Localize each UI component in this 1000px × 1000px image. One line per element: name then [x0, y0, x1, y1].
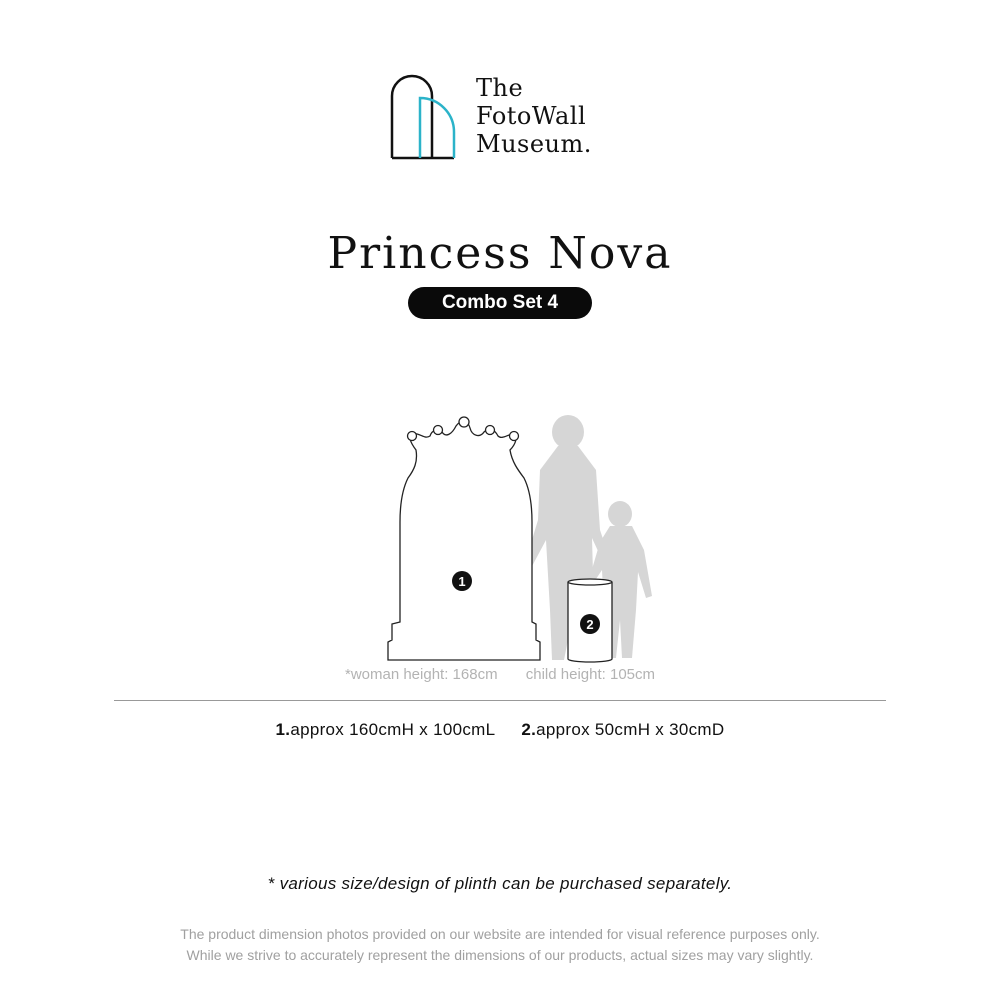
- svg-text:1: 1: [458, 574, 466, 589]
- size-comparison-figure: [380, 410, 680, 670]
- plinth-note: * various size/design of plinth can be purchased separately.: [267, 874, 733, 893]
- item1-outline: [388, 417, 540, 660]
- disclaimer-line-2: While we strive to accurately represent the dimensions of our products, actual sizes may vary slightly.: [186, 947, 814, 963]
- item1-dimensions: approx 160cmH x 100cmL: [290, 720, 496, 739]
- svg-text:2: 2: [586, 617, 594, 632]
- combo-badge: Combo Set 4: [408, 287, 592, 319]
- height-reference-labels: [0, 666, 1000, 683]
- item1-number: 1.: [275, 720, 291, 739]
- item1-marker: [452, 571, 472, 591]
- brand-line-2: FotoWall: [476, 102, 587, 130]
- logo-mark: [388, 72, 460, 162]
- brand-line-3: Museum.: [476, 130, 592, 158]
- divider-line: [114, 700, 886, 701]
- brand-line-1: The: [476, 74, 524, 102]
- item2-marker: [580, 614, 600, 634]
- brand-wordmark: [476, 74, 592, 158]
- disclaimer-line-1: The product dimension photos provided on our website are intended for visual reference purposes only.: [180, 926, 820, 942]
- product-title: Princess Nova: [327, 228, 673, 279]
- dimensions-line: [0, 720, 1000, 740]
- item2-dimensions: approx 50cmH x 30cmD: [536, 720, 725, 739]
- item2-number: 2.: [521, 720, 537, 739]
- woman-height-label: *woman height: 168cm: [344, 666, 498, 683]
- disclaimer: [0, 924, 1000, 966]
- child-height-label: child height: 105cm: [525, 666, 655, 683]
